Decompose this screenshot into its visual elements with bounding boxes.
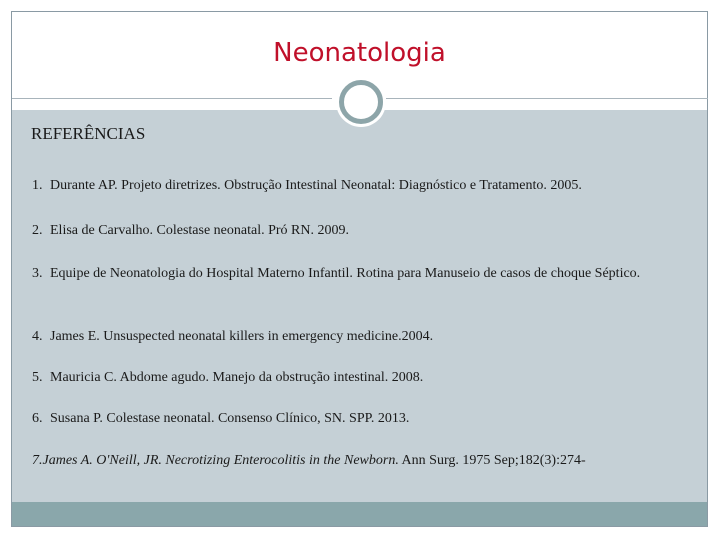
reference-item-2: 2. Elisa de Carvalho. Colestase neonatal. Pró RN. 2009. xyxy=(32,223,349,238)
reference-item-3: 3. Equipe de Neonatologia do Hospital Materno Infantil. Rotina para Manuseio de casos de choque Séptico. xyxy=(32,266,641,281)
title-divider-left xyxy=(12,98,332,99)
reference-text: Durante AP. Projeto diretrizes. Obstrução Intestinal Neonatal: Diagnóstico e Tratamento. 2005. xyxy=(50,178,582,193)
circle-ornament-icon xyxy=(339,80,383,124)
reference-item-7 xyxy=(32,451,687,470)
reference-text: Ann Surg. 1975 Sep;182(3):274- xyxy=(398,453,586,468)
reference-text: Susana P. Colestase neonatal. Consenso Clínico, SN. SPP. 2013. xyxy=(50,411,410,426)
reference-text: Elisa de Carvalho. Colestase neonatal. Pró RN. 2009. xyxy=(50,223,349,238)
slide-title: Neonatologia xyxy=(273,38,446,68)
reference-text: Equipe de Neonatologia do Hospital Materno Infantil. Rotina para Manuseio de casos de choque Séptico. xyxy=(50,266,641,281)
reference-text: James E. Unsuspected neonatal killers in emergency medicine.2004. xyxy=(50,329,434,344)
reference-item-5: 5. Mauricia C. Abdome agudo. Manejo da obstrução intestinal. 2008. xyxy=(32,370,424,385)
reference-item-1: 1. Durante AP. Projeto diretrizes. Obstrução Intestinal Neonatal: Diagnóstico e Tratamento. 2005. xyxy=(32,178,582,193)
footer-bar xyxy=(12,502,707,526)
title-divider-right xyxy=(386,98,708,99)
content-area xyxy=(12,110,707,502)
reference-italic-text: 7.James A. O'Neill, JR. Necrotizing Enterocolitis in the Newborn. xyxy=(32,453,399,468)
references-heading: REFERÊNCIAS xyxy=(31,124,146,143)
reference-text: Mauricia C. Abdome agudo. Manejo da obstrução intestinal. 2008. xyxy=(50,370,424,385)
reference-item-4: 4. James E. Unsuspected neonatal killers in emergency medicine.2004. xyxy=(32,329,434,344)
reference-item-6: 6. Susana P. Colestase neonatal. Consenso Clínico, SN. SPP. 2013. xyxy=(32,411,410,426)
slide xyxy=(11,11,708,527)
